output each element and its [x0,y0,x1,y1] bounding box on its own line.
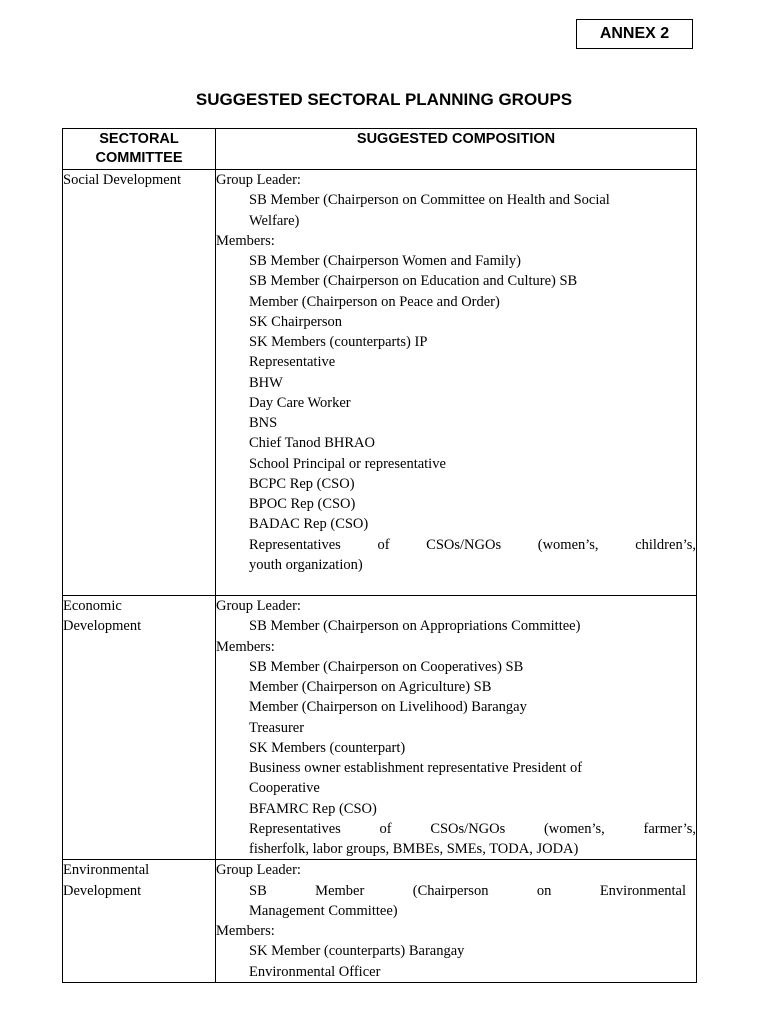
header-suggested-composition [216,129,697,170]
member-line: Chief Tanod BHRAO [249,435,375,452]
sectoral-planning-table [62,128,697,983]
member-line: fisherfolk, labor groups, BMBEs, SMEs, TODA, JODA) [249,841,579,857]
page-title: SUGGESTED SECTORAL PLANNING GROUPS [195,90,573,109]
member-line: Cooperative [249,780,320,797]
sector-name-line2: Development [63,882,142,899]
member-line: Member (Chairperson on Peace and Order) [249,293,500,310]
member-line: youth organization) [249,556,363,573]
group-leader-label: Group Leader: [216,172,301,188]
composition-cell [216,170,697,596]
member-line: BNS [249,415,278,431]
leader-line: SB Member (Chairperson on Environmental [249,882,686,899]
members-label: Members: [216,923,275,939]
table-row-social-development [63,170,697,596]
member-line: SB Member (Chairperson on Education and Culture) SB [249,273,578,290]
table-row-economic-development [63,596,697,860]
composition-cell [216,596,697,860]
member-line: School Principal or representative [249,455,446,472]
leader-line: SB Member (Chairperson on Committee on Health and Social [249,192,610,209]
member-line: Member (Chairperson on Livelihood) Barangay [249,699,527,716]
members-label: Members: [216,638,275,655]
member-line: Day Care Worker [249,394,351,411]
table-header-row [63,129,697,170]
header-sectoral-committee [63,129,216,170]
sector-name-line1: Environmental [63,862,150,879]
member-line: BHW [249,374,283,391]
members-label: Members: [216,232,275,249]
annex-label: ANNEX 2 [576,19,693,49]
member-line: SB Member (Chairperson Women and Family) [249,253,522,269]
group-leader-label: Group Leader: [216,598,301,614]
member-line: BFAMRC Rep (CSO) [249,800,377,817]
group-leader-label: Group Leader: [216,862,301,879]
header-sectoral-line1: SECTORAL [99,131,179,147]
member-line: Treasurer [249,719,305,736]
sector-name-line2: Development [63,618,142,635]
sector-cell [63,596,216,860]
sector-name-line1: Economic [63,598,122,614]
sector-cell [63,860,216,983]
member-line: SK Members (counterpart) [249,739,406,756]
leader-line: Welfare) [249,212,300,229]
member-line: BPOC Rep (CSO) [249,496,356,512]
member-line: SK Member (counterparts) Barangay [249,943,465,960]
member-line: Representative [249,354,336,371]
table-row-environmental-development [63,860,697,983]
composition-cell [216,860,697,983]
member-line: Business owner establishment representative President of [249,760,583,776]
leader-line: SB Member (Chairperson on Appropriations Committee) [249,618,581,635]
leader-line: Management Committee) [249,902,398,919]
member-line: SK Members (counterparts) IP [249,334,428,350]
header-sectoral-line2: COMMITTEE [95,150,183,166]
member-line: SK Chairperson [249,313,343,330]
member-line: BCPC Rep (CSO) [249,475,355,492]
sector-name: Social Development [63,172,181,188]
member-line: Representatives of CSOs/NGOs (women’s, children’s, [249,536,696,553]
member-line: Member (Chairperson on Agriculture) SB [249,679,492,695]
sector-cell [63,170,216,596]
member-line: BADAC Rep (CSO) [249,516,369,533]
header-composition-label: SUGGESTED COMPOSITION [356,131,556,147]
member-line: Environmental Officer [249,963,381,980]
member-line: Representatives of CSOs/NGOs (women’s, farmer’s, [249,820,696,837]
member-line: SB Member (Chairperson on Cooperatives) SB [249,658,524,675]
